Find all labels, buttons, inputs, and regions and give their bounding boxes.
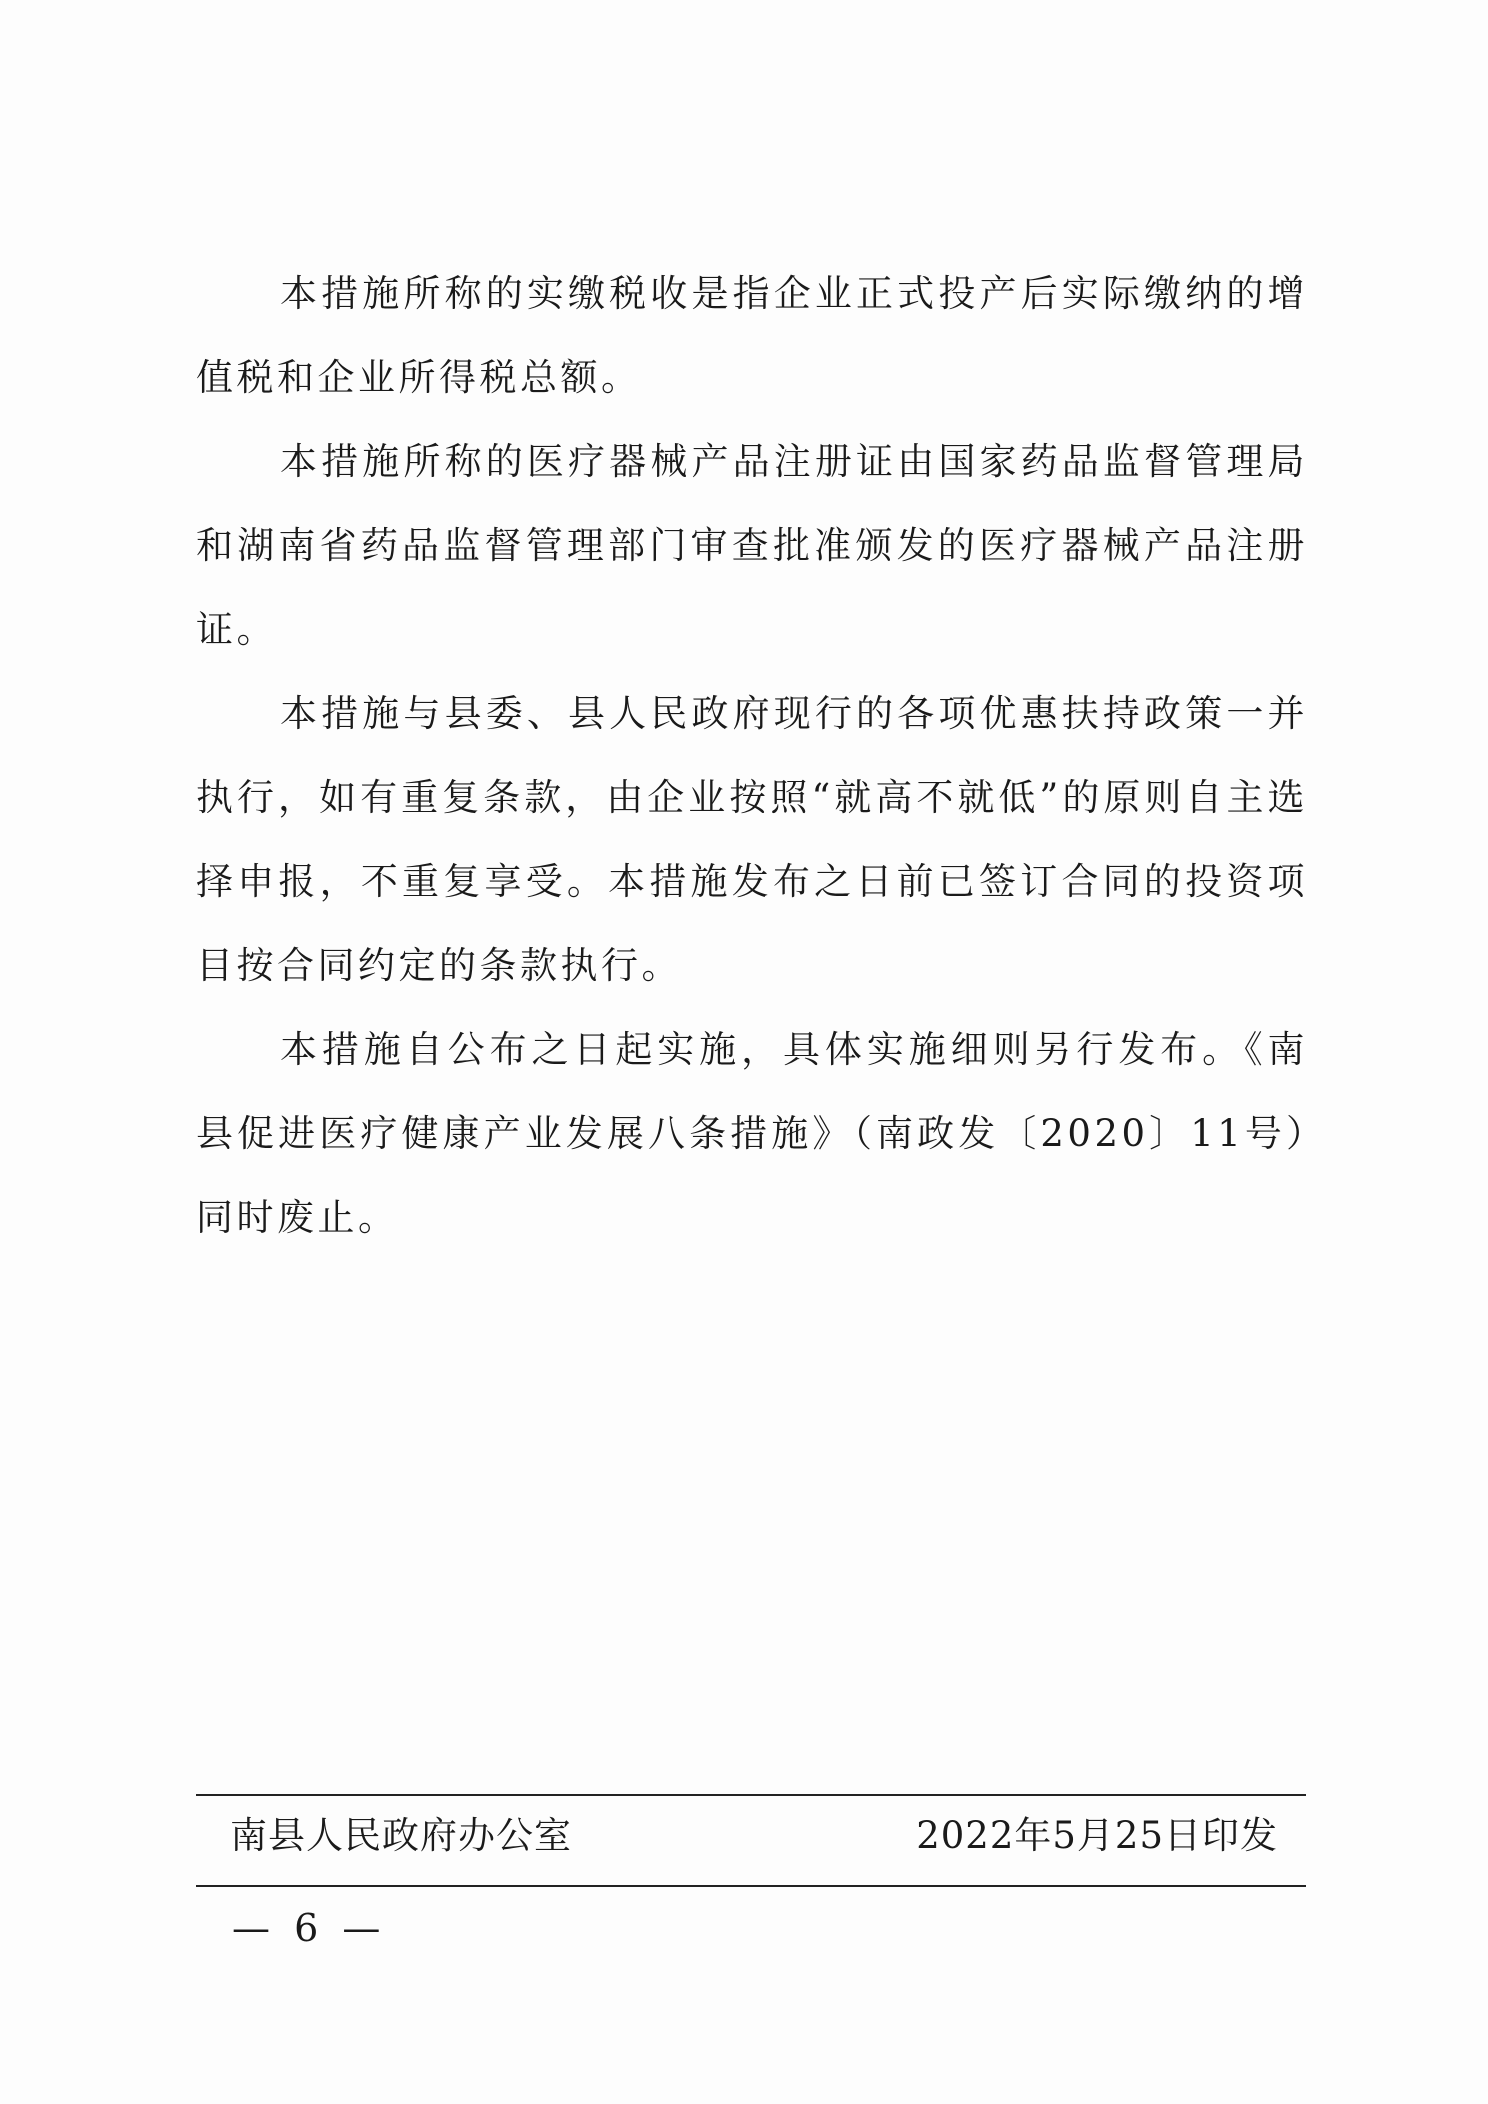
document-body	[196, 252, 1308, 1260]
footer-issuer: 南县人民政府办公室	[230, 1814, 572, 1857]
paragraph-policy-overlap: 本措施与县委、县人民政府现行的各项优惠扶持政策一并执行，如有重复条款，由企业按照“就高不就低”的原则自主选择申报，不重复享受。本措施发布之日前已签订合同的投资项目按合同约定的条款执行。	[196, 692, 1308, 987]
paragraph-registration-certificate: 本措施所称的医疗器械产品注册证由国家药品监督管理局和湖南省药品监督管理部门审查批准颁发的医疗器械产品注册证。	[196, 440, 1308, 651]
page-number: — 6 —	[232, 1906, 387, 1950]
paragraph-effective-date: 本措施自公布之日起实施，具体实施细则另行发布。《南县促进医疗健康产业发展八条措施》（南政发〔2020〕11号）同时废止。	[196, 1028, 1308, 1239]
footer-bottom-rule	[196, 1885, 1306, 1887]
footer-top-rule	[196, 1794, 1306, 1796]
paragraph-tax-definition: 本措施所称的实缴税收是指企业正式投产后实际缴纳的增值税和企业所得税总额。	[196, 272, 1308, 399]
footer-issue-date: 2022年5月25日印发	[916, 1814, 1278, 1857]
